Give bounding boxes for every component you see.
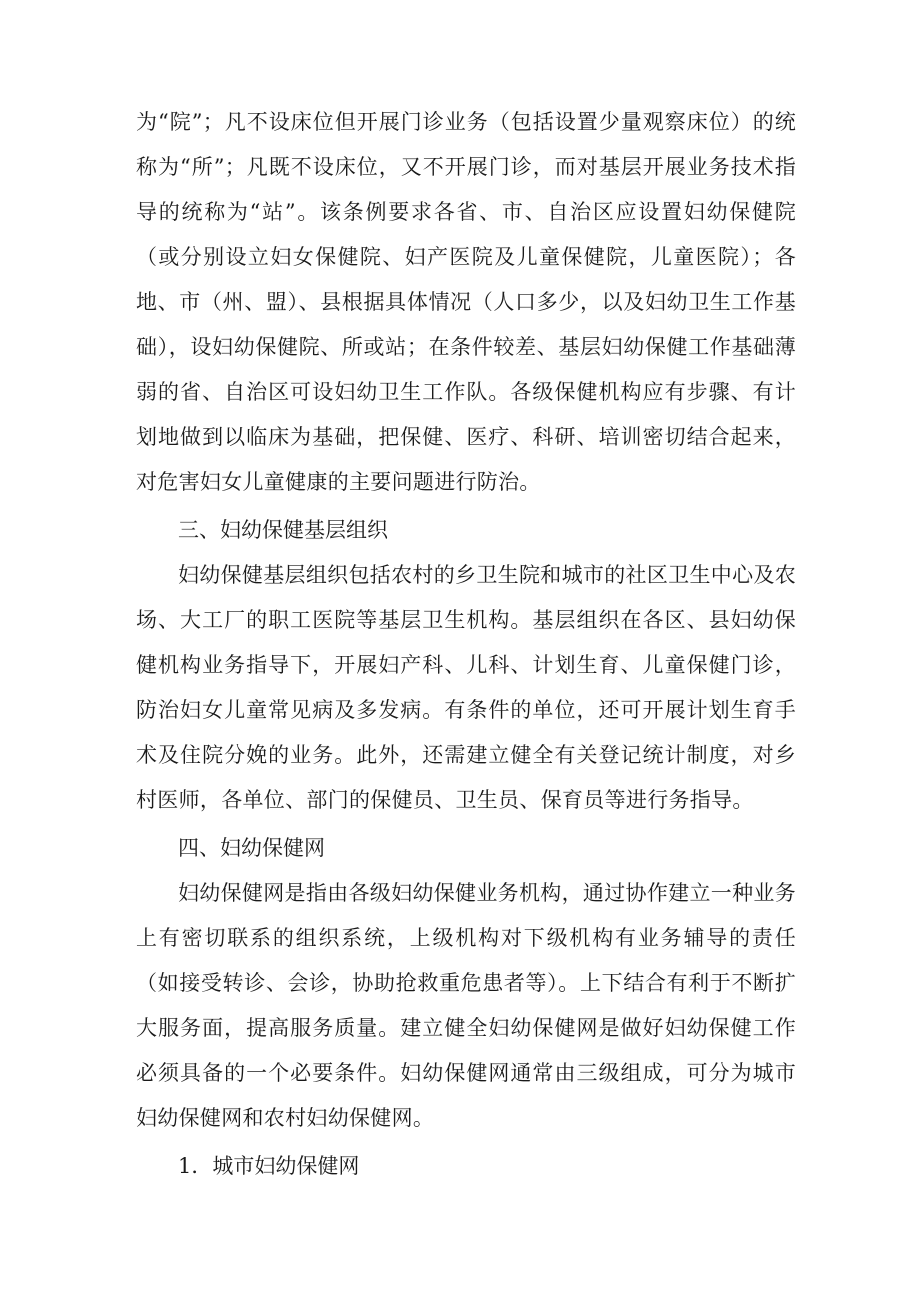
paragraph-continuation: 为“院”；凡不设床位但开展门诊业务（包括设置少量观察床位）的统称为“所”；凡既不设床位，又不开展门诊，而对基层开展业务技术指导的统称为“站”。该条例要求各省、市、自治区应设置妇幼保健院（或分别设立妇女保健院、妇产医院及儿童保健院，儿童医院）；各地、市（州、盟）、县根据具体情况（人口多少，以及妇幼卫生工作基础），设妇幼保健院、所或站；在条件较差、基层妇幼保健工作基础薄弱的省、自治区可设妇幼卫生工作队。各级保健机构应有步骤、有计划地做到以临床为基础，把保健、医疗、科研、培训密切结合起来，对危害妇女儿童健康的主要问题进行防治。 (136, 110, 796, 494)
paragraph-grassroots: 妇幼保健基层组织包括农村的乡卫生院和城市的社区卫生中心及农场、大工厂的职工医院等基层卫生机构。基层组织在各区、县妇幼保健机构业务指导下，开展妇产科、儿科、计划生育、儿童保健门诊，防治妇女儿童常见病及多发病。有条件的单位，还可开展计划生育手术及住院分娩的业务。此外，还需建立健全有关登记统计制度，对乡村医师，各单位、部门的保健员、卫生员、保育员等进行务指导。 (136, 563, 796, 812)
section-heading-grassroots: 三、妇幼保健基层组织 (178, 518, 388, 542)
document-body (136, 100, 796, 1189)
subsection-heading-urban: 1．城市妇幼保健网 (178, 1154, 360, 1178)
section-heading-network: 四、妇幼保健网 (178, 836, 325, 860)
paragraph-network: 妇幼保健网是指由各级妇幼保健业务机构，通过协作建立一种业务上有密切联系的组织系统，上级机构对下级机构有业务辅导的责任（如接受转诊、会诊，协助抢救重危患者等）。上下结合有利于不断扩大服务面，提高服务质量。建立健全妇幼保健网是做好妇幼保健工作必须具备的一个必要条件。妇幼保健网通常由三级组成，可分为城市妇幼保健网和农村妇幼保健网。 (136, 881, 796, 1130)
